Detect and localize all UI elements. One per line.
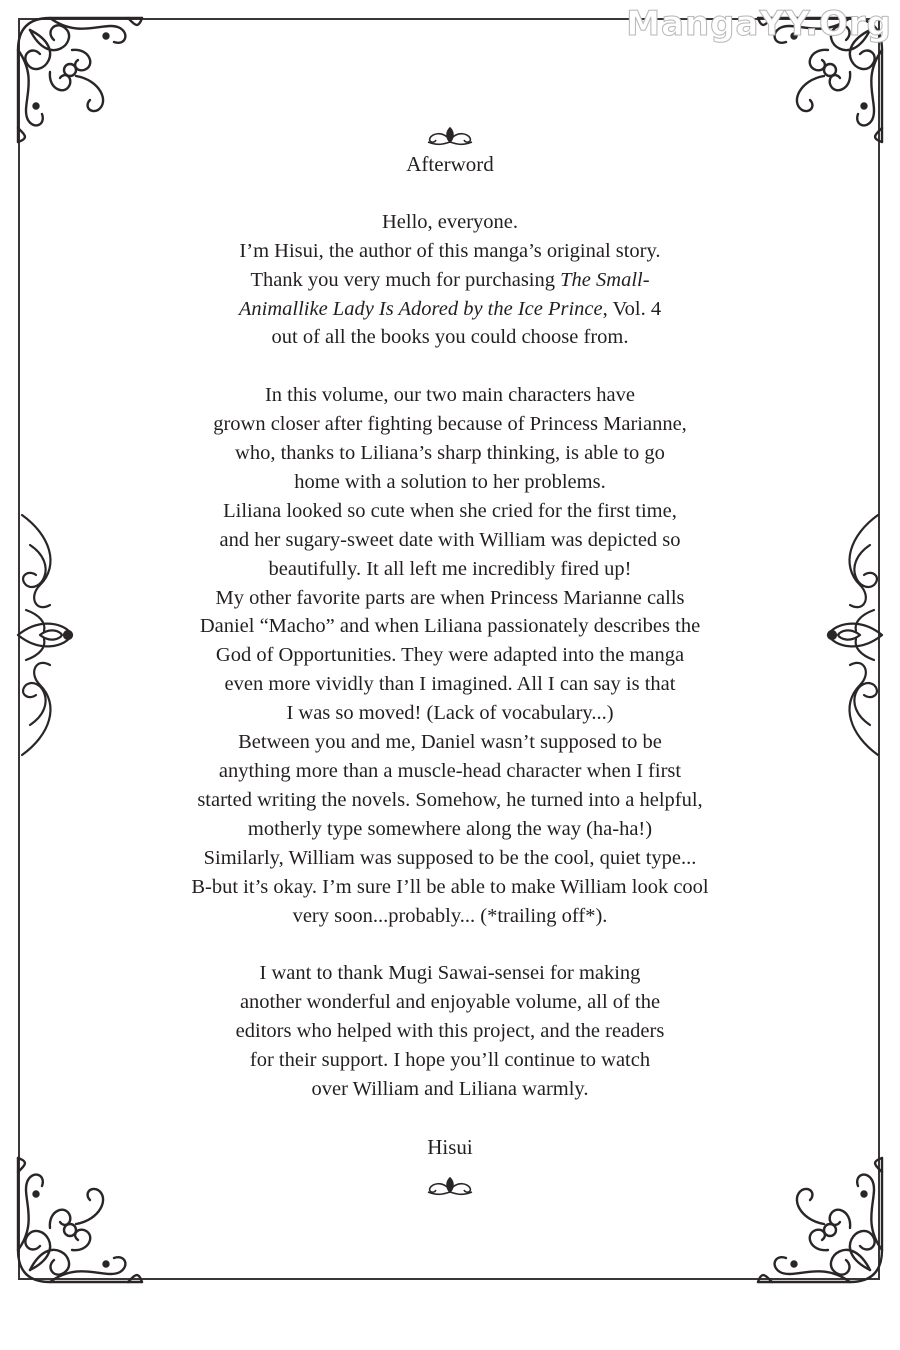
paragraph-gap bbox=[100, 930, 800, 959]
text-line bbox=[100, 526, 800, 555]
text-segment: God of Opportunities. They were adapted into the manga bbox=[215, 644, 685, 667]
text-line bbox=[100, 959, 800, 988]
text-segment: In this volume, our two main characters have bbox=[264, 384, 636, 407]
text-line bbox=[100, 786, 800, 815]
text-line bbox=[100, 584, 800, 613]
text-line bbox=[100, 612, 800, 641]
text-segment: The Small- bbox=[560, 268, 650, 291]
text-segment: who, thanks to Liliana’s sharp thinking, is able to go bbox=[235, 442, 665, 465]
fleuron-icon bbox=[424, 124, 476, 146]
text-segment: I want to thank Mugi Sawai-sensei for making bbox=[259, 962, 641, 985]
text-segment: B-but it’s okay. I’m sure I’ll be able to make William look cool bbox=[191, 875, 709, 898]
text-line bbox=[100, 323, 800, 352]
text-segment: even more vividly than I imagined. All I can say is that bbox=[224, 673, 676, 696]
text-line bbox=[100, 844, 800, 873]
text-segment: Animallike Lady Is Adored by the Ice Prince bbox=[238, 297, 603, 320]
text-line bbox=[100, 699, 800, 728]
paragraph bbox=[100, 959, 800, 1104]
text-line bbox=[100, 237, 800, 266]
text-segment: anything more than a muscle-head character when I first bbox=[218, 760, 682, 782]
text-line bbox=[100, 641, 800, 670]
paragraph bbox=[100, 381, 800, 930]
text-line bbox=[100, 497, 800, 526]
text-segment: I was so moved! (Lack of vocabulary...) bbox=[286, 702, 614, 725]
text-line bbox=[100, 266, 800, 295]
text-line bbox=[100, 1075, 800, 1104]
text-segment: My other favorite parts are when Princess Marianne calls bbox=[215, 586, 685, 609]
text-segment: beautifully. It all left me incredibly fired up! bbox=[268, 557, 632, 580]
paragraph bbox=[100, 208, 800, 353]
text-segment: out of all the books you could choose from. bbox=[271, 326, 629, 349]
paragraphs bbox=[100, 208, 800, 1104]
text-line bbox=[100, 1046, 800, 1075]
text-segment: Similarly, William was supposed to be the cool, quiet type... bbox=[203, 846, 697, 869]
text-line bbox=[100, 728, 800, 757]
fleuron-icon bbox=[424, 1174, 476, 1196]
text-segment: and her sugary-sweet date with William was depicted so bbox=[219, 528, 681, 551]
text-segment: Hello, everyone. bbox=[381, 210, 519, 233]
text-line bbox=[100, 381, 800, 410]
text-segment: I’m Hisui, the author of this manga’s original story. bbox=[239, 239, 661, 262]
text-line bbox=[100, 208, 800, 237]
text-segment: Liliana looked so cute when she cried for the first time, bbox=[223, 499, 677, 522]
text-segment: Daniel “Macho” and when Liliana passionately describes the bbox=[199, 615, 701, 638]
flourish-side-icon bbox=[820, 505, 890, 765]
text-line bbox=[100, 902, 800, 931]
signature: Hisui bbox=[427, 1134, 473, 1159]
text-segment: another wonderful and enjoyable volume, all of the bbox=[239, 991, 661, 1014]
watermark: MangaYY.Org bbox=[626, 4, 892, 44]
text-segment: over William and Liliana warmly. bbox=[311, 1077, 589, 1100]
text-segment: grown closer after fighting because of Princess Marianne, bbox=[213, 413, 687, 436]
text-segment: Thank you very much for purchasing bbox=[250, 268, 561, 291]
flourish-side-icon bbox=[10, 505, 80, 765]
paragraph-gap bbox=[100, 352, 800, 381]
text-segment: very soon...probably... (*trailing off*). bbox=[292, 904, 608, 927]
afterword-body bbox=[100, 150, 800, 1162]
text-segment: editors who helped with this project, and the readers bbox=[235, 1020, 665, 1043]
text-line bbox=[100, 410, 800, 439]
text-line bbox=[100, 1017, 800, 1046]
text-segment: for their support. I hope you’ll continue to watch bbox=[249, 1049, 651, 1072]
text-line bbox=[100, 873, 800, 902]
text-line bbox=[100, 988, 800, 1017]
text-line bbox=[100, 295, 800, 324]
flourish-corner-icon bbox=[750, 1150, 890, 1290]
text-segment: started writing the novels. Somehow, he turned into a helpful, bbox=[197, 788, 703, 811]
page-title: Afterword bbox=[406, 152, 494, 176]
text-line bbox=[100, 757, 800, 786]
text-line bbox=[100, 439, 800, 468]
text-line bbox=[100, 670, 800, 699]
text-line bbox=[100, 815, 800, 844]
text-segment: motherly type somewhere along the way (ha-ha!) bbox=[247, 817, 653, 840]
flourish-corner-icon bbox=[10, 10, 150, 150]
text-line bbox=[100, 555, 800, 584]
text-segment: , Vol. 4 bbox=[602, 297, 662, 320]
text-segment: home with a solution to her problems. bbox=[294, 470, 606, 493]
text-line bbox=[100, 468, 800, 497]
flourish-corner-icon bbox=[10, 1150, 150, 1290]
text-segment: Between you and me, Daniel wasn’t supposed to be bbox=[238, 731, 662, 754]
